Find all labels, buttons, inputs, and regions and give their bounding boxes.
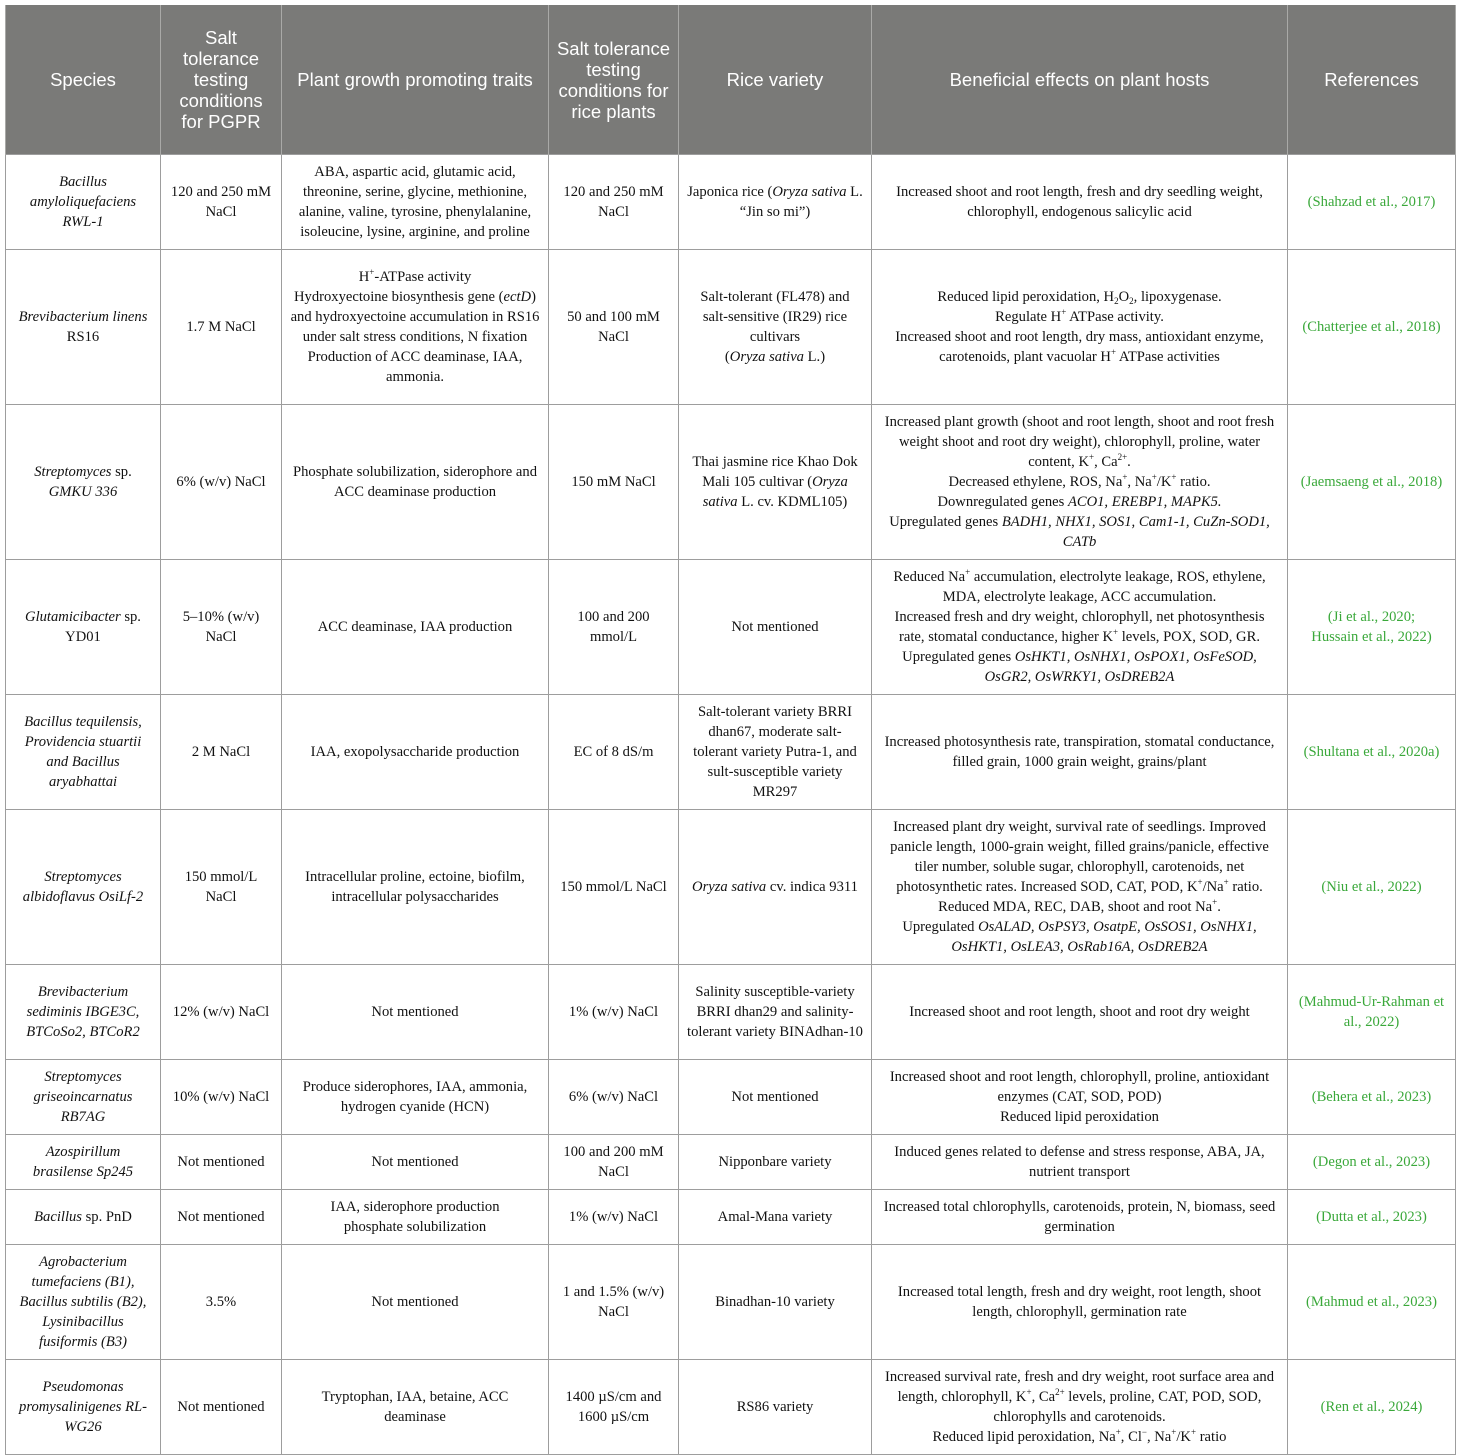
reference-cell: (Ji et al., 2020; Hussain et al., 2022) [1288, 560, 1456, 695]
effects-cell: Increased shoot and root length, fresh and dry seedling weight, chlorophyll, endogenous salicylic acid [872, 155, 1288, 250]
species-cell: Glutamicibacter sp. YD01 [6, 560, 161, 695]
rice-conditions-cell: 1400 µS/cm and 1600 µS/cm [549, 1360, 679, 1455]
pgpr-rice-salt-tolerance-table [5, 5, 1456, 1455]
reference-cell: (Ren et al., 2024) [1288, 1360, 1456, 1455]
pgpr-conditions-cell: Not mentioned [161, 1190, 282, 1245]
header-pgpr-conditions: Salt tolerance testing conditions for PGPR [161, 5, 282, 155]
table-row [6, 1190, 1456, 1245]
rice-variety-cell: Salinity susceptible-variety BRRI dhan29 and salinity-tolerant variety BINAdhan-10 [679, 965, 872, 1060]
table-row [6, 965, 1456, 1060]
rice-conditions-cell: 1% (w/v) NaCl [549, 1190, 679, 1245]
effects-cell: Increased plant growth (shoot and root length, shoot and root fresh weight shoot and root dry weight), chlorophyll, proline, water content, K+, $Ca^{2+}$. Decreased ethylene, ROS, Na+, Na+/K+ ratio. Downregulated genes ACO1, EREBP1, MAPK5. Upregulated genes BADH1, NHX1, SOS1, Cam1-1, CuZn-SOD1, CATb [872, 405, 1288, 560]
effects-cell: Reduced lipid peroxidation, $H_2O_2$, lipoxygenase. Regulate H+ ATPase activity. Increased shoot and root length, dry mass, antioxidant enzyme, carotenoids, plant vacuolar H+ ATPase activities [872, 250, 1288, 405]
rice-variety-cell: Not mentioned [679, 560, 872, 695]
rice-variety-cell: Not mentioned [679, 1060, 872, 1135]
traits-cell: Not mentioned [282, 965, 549, 1060]
species-cell: Agrobacterium tumefaciens (B1), Bacillus subtilis (B2), Lysinibacillus fusiformis (B3) [6, 1245, 161, 1360]
header-row [6, 5, 1456, 155]
pgpr-conditions-cell: 150 mmol/L NaCl [161, 810, 282, 965]
rice-variety-cell: Salt-tolerant variety BRRI dhan67, moderate salt-tolerant variety Putra-1, and sult-susceptible variety MR297 [679, 695, 872, 810]
reference-link[interactable]: Hussain et al., 2022 [1311, 629, 1427, 645]
rice-variety-cell: Nipponbare variety [679, 1135, 872, 1190]
reference-cell: (Shahzad et al., 2017) [1288, 155, 1456, 250]
pgpr-conditions-cell: 6% (w/v) NaCl [161, 405, 282, 560]
pgpr-conditions-cell: Not mentioned [161, 1135, 282, 1190]
traits-cell: Not mentioned [282, 1135, 549, 1190]
pgpr-conditions-cell: 2 M NaCl [161, 695, 282, 810]
reference-cell: (Degon et al., 2023) [1288, 1135, 1456, 1190]
species-cell: Bacillus amyloliquefaciens RWL-1 [6, 155, 161, 250]
effects-cell: Reduced Na+ accumulation, electrolyte leakage, ROS, ethylene, MDA, electrolyte leakage, ACC accumulation. Increased fresh and dry weight, chlorophyll, net photosynthesis rate, stomatal conductance, higher K+ levels, POX, SOD, GR. Upregulated genes OsHKT1, OsNHX1, OsPOX1, OsFeSOD, OsGR2, OsWRKY1, OsDREB2A [872, 560, 1288, 695]
header-species: Species [6, 5, 161, 155]
rice-variety-cell: Salt-tolerant (FL478) and salt-sensitive (IR29) rice cultivars (Oryza sativa L.) [679, 250, 872, 405]
species-cell: Streptomyces sp. GMKU 336 [6, 405, 161, 560]
rice-conditions-cell: 50 and 100 mM NaCl [549, 250, 679, 405]
effects-cell: Increased total length, fresh and dry weight, root length, shoot length, chlorophyll, germination rate [872, 1245, 1288, 1360]
reference-link[interactable]: Chatterjee et al., 2018 [1307, 319, 1436, 335]
effects-cell: Increased photosynthesis rate, transpiration, stomatal conductance, filled grain, 1000 grain weight, grains/plant [872, 695, 1288, 810]
rice-conditions-cell: 150 mM NaCl [549, 405, 679, 560]
traits-cell: ACC deaminase, IAA production [282, 560, 549, 695]
table-row [6, 405, 1456, 560]
traits-cell: Produce siderophores, IAA, ammonia, hydrogen cyanide (HCN) [282, 1060, 549, 1135]
table-row [6, 695, 1456, 810]
rice-variety-cell: Oryza sativa cv. indica 9311 [679, 810, 872, 965]
traits-cell: Not mentioned [282, 1245, 549, 1360]
table-row [6, 155, 1456, 250]
reference-link[interactable]: Degon et al., 2023 [1317, 1154, 1426, 1170]
reference-cell: (Mahmud et al., 2023) [1288, 1245, 1456, 1360]
header-beneficial-effects: Beneficial effects on plant hosts [872, 5, 1288, 155]
rice-conditions-cell: 1 and 1.5% (w/v) NaCl [549, 1245, 679, 1360]
effects-cell: Increased survival rate, fresh and dry weight, root surface area and length, chlorophyll, K+, $Ca^{2+}$ levels, proline, CAT, POD, SOD, chlorophylls and carotenoids. Reduced lipid peroxidation, Na+, Cl−, Na+/K+ ratio [872, 1360, 1288, 1455]
pgpr-conditions-cell: 120 and 250 mM NaCl [161, 155, 282, 250]
table-row [6, 1360, 1456, 1455]
pgpr-conditions-cell: Not mentioned [161, 1360, 282, 1455]
species-cell: Streptomyces griseoincarnatus RB7AG [6, 1060, 161, 1135]
traits-cell: H+-ATPase activity Hydroxyectoine biosynthesis gene (ectD) and hydroxyectoine accumulation in RS16 under salt stress conditions, N fixation Production of ACC deaminase, IAA, ammonia. [282, 250, 549, 405]
species-cell: Streptomyces albidoflavus OsiLf-2 [6, 810, 161, 965]
rice-variety-cell: Thai jasmine rice Khao Dok Mali 105 cultivar (Oryza sativa L. cv. KDML105) [679, 405, 872, 560]
traits-cell: Intracellular proline, ectoine, biofilm, intracellular polysaccharides [282, 810, 549, 965]
rice-conditions-cell: 100 and 200 mmol/L [549, 560, 679, 695]
species-cell: Bacillus tequilensis, Providencia stuartii and Bacillus aryabhattai [6, 695, 161, 810]
pgpr-conditions-cell: 10% (w/v) NaCl [161, 1060, 282, 1135]
table-row [6, 1135, 1456, 1190]
rice-variety-cell: Amal-Mana variety [679, 1190, 872, 1245]
pgpr-conditions-cell: 3.5% [161, 1245, 282, 1360]
rice-conditions-cell: EC of 8 dS/m [549, 695, 679, 810]
reference-link[interactable]: Behera et al., 2023 [1316, 1089, 1427, 1105]
table-row [6, 250, 1456, 405]
reference-link[interactable]: Ji et al., 2020 [1332, 609, 1412, 625]
species-cell: Bacillus sp. PnD [6, 1190, 161, 1245]
reference-cell: (Jaemsaeng et al., 2018) [1288, 405, 1456, 560]
traits-cell: IAA, exopolysaccharide production [282, 695, 549, 810]
pgpr-conditions-cell: 1.7 M NaCl [161, 250, 282, 405]
species-cell: Azospirillum brasilense Sp245 [6, 1135, 161, 1190]
pgpr-conditions-cell: 12% (w/v) NaCl [161, 965, 282, 1060]
reference-cell: (Chatterjee et al., 2018) [1288, 250, 1456, 405]
table-row [6, 1245, 1456, 1360]
traits-cell: Tryptophan, IAA, betaine, ACC deaminase [282, 1360, 549, 1455]
traits-cell: Phosphate solubilization, siderophore and ACC deaminase production [282, 405, 549, 560]
rice-variety-cell: RS86 variety [679, 1360, 872, 1455]
effects-cell: Increased shoot and root length, shoot and root dry weight [872, 965, 1288, 1060]
table-container [5, 5, 1455, 1455]
reference-link[interactable]: Ren et al., 2024 [1325, 1399, 1418, 1415]
rice-conditions-cell: 6% (w/v) NaCl [549, 1060, 679, 1135]
effects-cell: Increased plant dry weight, survival rate of seedlings. Improved panicle length, 1000-grain weight, filled grains/panicle, effective tiler number, soluble sugar, chlorophyll, carotenoids, net photosynthetic rates. Increased SOD, CAT, POD, K+/Na+ ratio. Reduced MDA, REC, DAB, shoot and root Na+. Upregulated OsALAD, OsPSY3, OsatpE, OsSOS1, OsNHX1, OsHKT1, OsLEA3, OsRab16A, OsDREB2A [872, 810, 1288, 965]
header-rice-conditions: Salt tolerance testing conditions for rice plants [549, 5, 679, 155]
pgpr-conditions-cell: 5–10% (w/v) NaCl [161, 560, 282, 695]
reference-link[interactable]: Mahmud et al., 2023 [1310, 1294, 1433, 1310]
traits-cell: ABA, aspartic acid, glutamic acid, threonine, serine, glycine, methionine, alanine, valine, tyrosine, phenylalanine, isoleucine, lysine, arginine, and proline [282, 155, 549, 250]
rice-conditions-cell: 150 mmol/L NaCl [549, 810, 679, 965]
reference-cell: (Shultana et al., 2020a) [1288, 695, 1456, 810]
rice-variety-cell: Binadhan-10 variety [679, 1245, 872, 1360]
reference-link[interactable]: Shultana et al., 2020a [1308, 744, 1435, 760]
reference-cell: (Behera et al., 2023) [1288, 1060, 1456, 1135]
table-row [6, 560, 1456, 695]
reference-cell: (Dutta et al., 2023) [1288, 1190, 1456, 1245]
effects-cell: Increased total chlorophylls, carotenoids, protein, N, biomass, seed germination [872, 1190, 1288, 1245]
reference-cell: (Niu et al., 2022) [1288, 810, 1456, 965]
reference-cell: (Mahmud-Ur-Rahman et al., 2022) [1288, 965, 1456, 1060]
traits-cell: IAA, siderophore production phosphate solubilization [282, 1190, 549, 1245]
header-rice-variety: Rice variety [679, 5, 872, 155]
header-references: References [1288, 5, 1456, 155]
header-traits: Plant growth promoting traits [282, 5, 549, 155]
reference-link[interactable]: Niu et al., 2022 [1326, 879, 1417, 895]
table-row [6, 810, 1456, 965]
table-header [6, 5, 1456, 155]
species-cell: Pseudomonas promysalinigenes RL-WG26 [6, 1360, 161, 1455]
reference-link[interactable]: Shahzad et al., 2017 [1312, 194, 1431, 210]
table-body [6, 155, 1456, 1455]
reference-link[interactable]: Mahmud-Ur-Rahman et al., 2022 [1303, 994, 1445, 1030]
rice-variety-cell: Japonica rice (Oryza sativa L. “Jin so mi”) [679, 155, 872, 250]
rice-conditions-cell: 1% (w/v) NaCl [549, 965, 679, 1060]
reference-link[interactable]: Dutta et al., 2023 [1321, 1209, 1422, 1225]
effects-cell: Induced genes related to defense and stress response, ABA, JA, nutrient transport [872, 1135, 1288, 1190]
species-cell: Brevibacterium linens RS16 [6, 250, 161, 405]
reference-link[interactable]: Jaemsaeng et al., 2018 [1305, 474, 1438, 490]
rice-conditions-cell: 100 and 200 mM NaCl [549, 1135, 679, 1190]
rice-conditions-cell: 120 and 250 mM NaCl [549, 155, 679, 250]
effects-cell: Increased shoot and root length, chlorophyll, proline, antioxidant enzymes (CAT, SOD, POD) Reduced lipid peroxidation [872, 1060, 1288, 1135]
species-cell: Brevibacterium sediminis IBGE3C, BTCoSo2, BTCoR2 [6, 965, 161, 1060]
table-row [6, 1060, 1456, 1135]
